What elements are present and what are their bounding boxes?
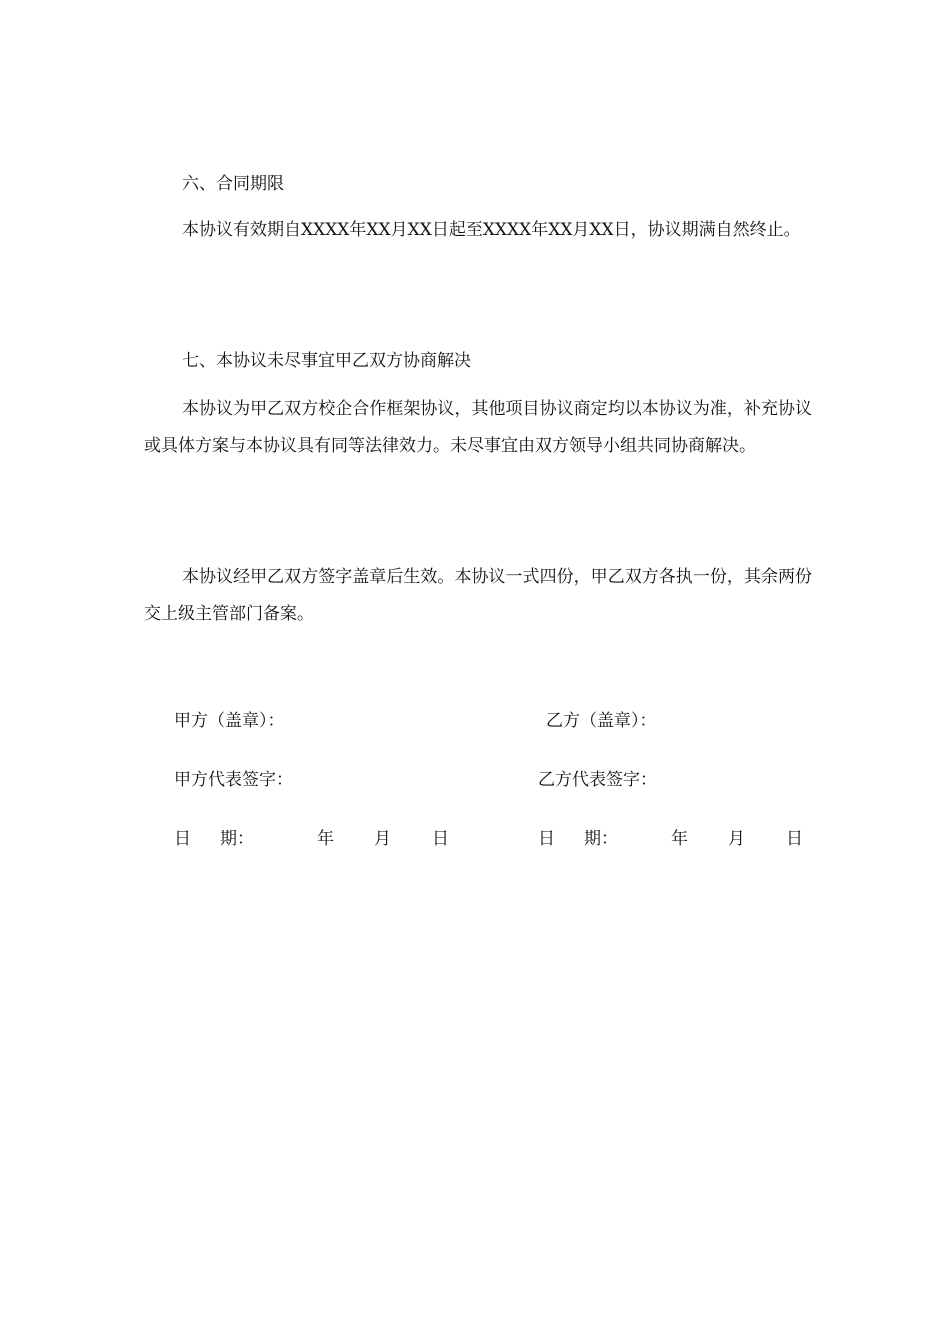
section-7-heading: 七、本协议未尽事宜甲乙双方协商解决	[182, 351, 471, 371]
section-6-paragraph: 本协议有效期自XXXX年XX月XX日起至XXXX年XX月XX日，协议期满自然终止。	[182, 220, 801, 240]
party-a-seal-label: 甲方（盖章）：	[174, 711, 285, 731]
party-a-date-label: 日	[174, 829, 191, 849]
party-a-date-month: 月	[374, 829, 391, 849]
party-b-representative-label: 乙方代表签字：	[538, 770, 657, 790]
party-b-date-label: 日	[538, 829, 555, 849]
party-a-date-label-suffix: 期：	[220, 829, 254, 849]
party-a-date-day: 日	[432, 829, 449, 849]
party-a-date-year: 年	[317, 829, 334, 849]
section-6-heading: 六、合同期限	[182, 174, 284, 194]
party-b-date-label-suffix: 期：	[584, 829, 618, 849]
section-7-paragraph: 本协议为甲乙双方校企合作框架协议，其他项目协议商定均以本协议为准，补充协议或具体方案与本协议具有同等法律效力。未尽事宜由双方领导小组共同协商解决。	[144, 399, 812, 456]
party-b-date-day: 日	[786, 829, 803, 849]
party-a-representative-label: 甲方代表签字：	[174, 770, 293, 790]
party-b-date-year: 年	[671, 829, 688, 849]
closing-paragraph: 本协议经甲乙双方签字盖章后生效。本协议一式四份，甲乙双方各执一份，其余两份交上级主管部门备案。	[144, 567, 812, 624]
party-b-seal-label: 乙方（盖章）：	[546, 711, 657, 731]
party-b-date-month: 月	[728, 829, 745, 849]
